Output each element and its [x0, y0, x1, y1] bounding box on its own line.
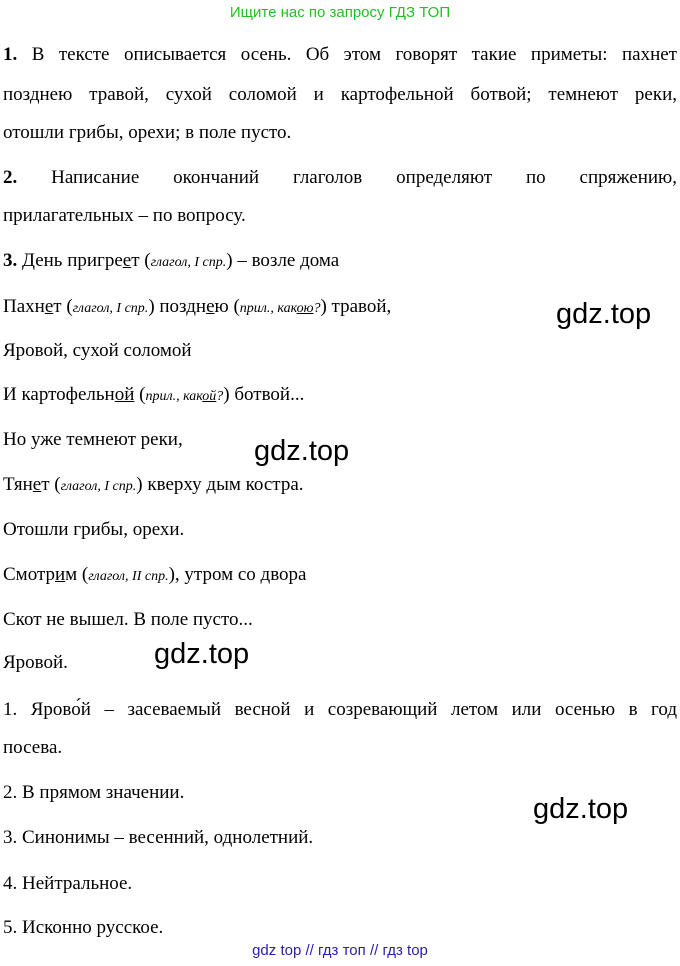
answer-2-number: 2.	[3, 167, 18, 188]
poem-text: Смотр	[3, 564, 55, 585]
grammar-note-text: прил., как	[239, 301, 297, 316]
poem-text: Скот не вышел. В поле пусто...	[3, 609, 253, 630]
poem-line-8	[3, 564, 306, 588]
header-search-link[interactable]: Ищите нас по запросу ГДЗ ТОП	[229, 4, 451, 21]
poem-text: Тян	[3, 474, 33, 495]
answer-2-text-2: прилагательных – по вопросу.	[3, 205, 246, 226]
watermark: gdz.top	[254, 435, 350, 467]
poem-text: ) – возле дома	[226, 250, 340, 271]
grammar-note	[145, 389, 223, 404]
poem-text: ) травой,	[320, 296, 392, 317]
poem-text: т (	[41, 474, 61, 495]
grammar-note: глагол, I спр.	[60, 479, 137, 494]
poem-text: Отошли грибы, орехи.	[3, 519, 185, 540]
answer-3-number: 3.	[3, 250, 18, 271]
footer-link-gdz-top-mixed[interactable]: гдз top	[382, 942, 428, 959]
answer-1-line-1	[3, 44, 677, 66]
answer-2-line-1	[3, 167, 677, 189]
analysis-item-1-line-2	[3, 737, 62, 759]
ending-underline: ой	[202, 389, 217, 404]
analysis-text: 4. Нейтральное.	[3, 873, 133, 894]
grammar-note: глагол, I спр.	[150, 255, 227, 270]
analysis-text: посева.	[3, 737, 63, 758]
poem-text: ), утром со двора	[168, 564, 307, 585]
grammar-note-text: ?	[216, 389, 224, 404]
analysis-item-2	[3, 782, 184, 804]
poem-text: ю (	[214, 296, 240, 317]
analysis-text: 5. Исконно русское.	[3, 917, 164, 938]
footer-link-gdz-top[interactable]: gdz top	[252, 942, 302, 959]
footer-separator: //	[369, 942, 379, 959]
analysis-item-3	[3, 827, 313, 849]
analysis-item-5	[3, 917, 163, 939]
poem-text: т (	[131, 250, 151, 271]
footer-separator: //	[305, 942, 314, 959]
grammar-note: глагол, I спр.	[72, 301, 149, 316]
analysis-item-4	[3, 873, 132, 895]
poem-text: И картофельн	[3, 384, 115, 405]
poem-line-3	[3, 340, 192, 362]
grammar-note-text: прил., как	[145, 389, 203, 404]
poem-text: ) ботвой...	[223, 384, 305, 405]
answer-1-text-1: В тексте описывается осень. Об этом говорят такие приметы: пахнет	[31, 44, 677, 65]
analysis-text: 1. Ярово́й – засеваемый весной и созревающий летом или осенью в год	[3, 699, 677, 720]
poem-line-7	[3, 519, 184, 541]
grammar-note	[240, 301, 321, 316]
ending-underline: ой	[114, 384, 135, 405]
ending-underline: е	[122, 250, 132, 271]
poem-text: ) поздн	[148, 296, 207, 317]
grammar-note-text: ?	[313, 301, 321, 316]
grammar-note: глагол, II спр.	[88, 569, 169, 584]
poem-line-10	[3, 652, 68, 674]
footer-link-gdz-top-ru[interactable]: гдз топ	[318, 942, 366, 959]
poem-text: День пригре	[22, 250, 123, 271]
watermark: gdz.top	[556, 298, 652, 330]
ending-underline: и	[54, 564, 66, 585]
poem-text: Пахн	[3, 296, 45, 317]
ending-underline: ою	[296, 301, 314, 316]
footer-links	[0, 942, 680, 959]
analysis-text: 2. В прямом значении.	[3, 782, 185, 803]
poem-text: т (	[53, 296, 73, 317]
poem-line-5	[3, 429, 183, 451]
poem-line-2	[3, 296, 391, 320]
ending-underline: е	[44, 296, 54, 317]
poem-text: Яровой, сухой соломой	[3, 340, 192, 361]
poem-text: (	[134, 384, 146, 405]
header-banner	[0, 4, 680, 21]
answer-2-line-2	[3, 205, 246, 227]
ending-underline: е	[206, 296, 215, 317]
poem-text: ) кверху дым костра.	[136, 474, 304, 495]
answer-1-line-2	[3, 84, 677, 106]
ending-underline: е	[32, 474, 42, 495]
answer-1-line-3	[3, 122, 291, 144]
poem-line-9	[3, 609, 253, 631]
poem-line-4	[3, 384, 304, 408]
poem-text: м (	[65, 564, 89, 585]
answer-1-number: 1.	[3, 44, 18, 65]
poem-line-6	[3, 474, 304, 498]
analysis-item-1-line-1	[3, 699, 677, 721]
answer-1-text-3: отошли грибы, орехи; в поле пусто.	[3, 122, 292, 143]
answer-2-text-1: Написание окончаний глаголов определяют по спряжению,	[51, 167, 677, 188]
watermark: gdz.top	[533, 793, 629, 825]
poem-line-1	[3, 250, 339, 274]
poem-text: Но уже темнеют реки,	[3, 429, 183, 450]
poem-text: Яровой.	[3, 652, 68, 673]
analysis-text: 3. Синонимы – весенний, однолетний.	[3, 827, 314, 848]
answer-1-text-2: позднею травой, сухой соломой и картофельной ботвой; темнеют реки,	[3, 84, 677, 105]
watermark: gdz.top	[154, 638, 250, 670]
